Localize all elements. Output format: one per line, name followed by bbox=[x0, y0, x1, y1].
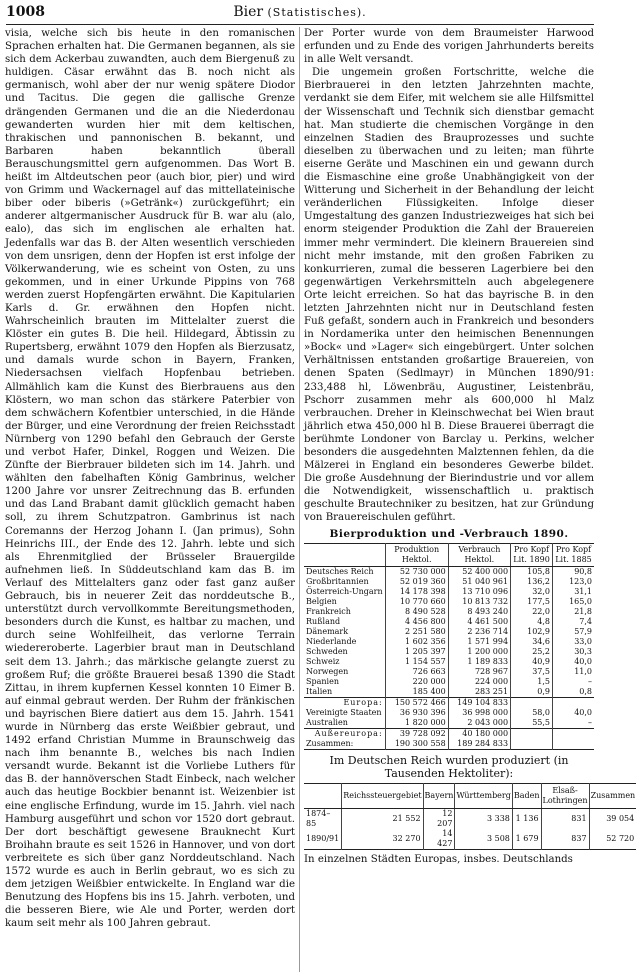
running-head-subtitle: (Statistisches). bbox=[267, 6, 367, 19]
table-cell: 726 663 bbox=[385, 667, 448, 677]
table-cell: 1 602 356 bbox=[385, 637, 448, 647]
table-cell: 14 178 398 bbox=[385, 587, 448, 597]
table-cell: 185 400 bbox=[385, 687, 448, 698]
table-cell: 58,0 bbox=[511, 708, 553, 718]
table-cell: 283 251 bbox=[448, 687, 510, 698]
page-number: 1008 bbox=[6, 4, 45, 20]
table-cell: 12 207 bbox=[423, 808, 455, 829]
table-row bbox=[304, 829, 636, 850]
table-cell: Schweden bbox=[306, 646, 348, 656]
column-divider bbox=[299, 27, 300, 972]
production-table-body bbox=[304, 566, 594, 749]
table-cell: 55,5 bbox=[511, 718, 553, 729]
table-cell: Deutsches Reich bbox=[306, 566, 374, 576]
table-cell: 34,6 bbox=[511, 637, 553, 647]
table-cell: 36 930 396 bbox=[385, 708, 448, 718]
left-paragraph: visia, welche sich bis heute in den romanischen Sprachen erhalten hat. Die Germanen begannen, als sie sich dem Ackerbau zuwandten, auch dem Biergenuß zu huldigen. Cäsar erwähnt das B. noch nicht als germanisch, wohl aber der nur wenig spätere Diodor und Tacitus. Die gegen die gallische Grenze drängenden Germanen und die an die Niederdonau gewanderten wurden hier mit dem keltischen, thrakischen und pannonischen B. bekannt, und Barbaren haben bekanntlich überall Berauschungsmittel gern aufgenommen. Das Wort B. heißt im Altdeutschen peor (auch bior, pier) und wird von Grimm und Wackernagel auf das mittellateinische biber oder biberis (»Getränk«) zurückgeführt; ein anderer altgermanischer Ausdruck für B. war alu (alo, ealo), das sich im englischen ale erhalten hat. Jedenfalls war das B. der Alten wesentlich verschieden von dem unsrigen, denn der Hopfen ist erst infolge der Völkerwanderung, wie es scheint von Osten, zu uns gekommen, und in einer Urkunde Pippins von 768 werden zuerst Hopfengärten erwähnt. Die Kapitularien Karls d. Gr. erwähnen den Hopfen nicht. Wahrscheinlich brauten im Mittelalter zuerst die Klöster ein gutes B. Die heil. Hildegard, Äbtissin zu Rupertsberg, erwähnt 1079 den Hopfen als Bierzusatz, und damals wurde schon in Bayern, Franken, Niedersachsen vielfach Hopfenbau betrieben. Allmählich kam die Kunst des Bierbrauens aus den Klöstern, wo man schon das stärkere Paterbier von dem schwächern Kofentbier unterschied, in die Hände der Bürger, und eine Verordnung der freien Reichsstadt Nürnberg von 1290 befahl den Gebrauch der Gerste und verbot Hafer, Dinkel, Roggen und Weizen. Die Zünfte der Bierbrauer bildeten sich im 14. Jahrh. und wählten den fabelhaften König Gambrinus, welcher 1200 Jahre vor unsrer Zeitrechnung das B. erfunden und das Land Brabant damit glücklich gemacht haben soll, zu ihrem Schutzpatron. Gambrinus ist nach Coremanns der Herzog Johann I. (Jan primus), Sohn Heinrichs III., der Ende des 12. Jahrh. lebte und sich als Ehrenmitglied der Brüsseler Brauergilde aufnehmen ließ. In Süddeutschland kam das B. im Verlauf des Mittelalters ganz oder fast ganz außer Gebrauch, bis in neuerer Zeit das norddeutsche B., unterstützt durch vervollkommte Bereitungsmethoden, besonders durch die Kunst, es haltbar zu machen, und durch seine Wohlfeilheit, das verlorne Terrain wiedereroberte. Lagerbier braut man in Deutschland seit dem 13. Jahrh.; das märkische gelangte zuerst zu großem Ruf; die größte Brauerei besaß 1390 die Stadt Zittau, in ihrem kupfernen Kessel konnten 10 Eimer B. auf einmal gebraut werden. Der Ruhm der fränkischen und bayrischen Biere datiert aus dem 15. Jahrh. 1541 wurde in Nürnberg das erste Weißbier gebraut, und 1492 erfand Christian Mumme in Braunschweig das nach ihm benannte B., welches bis nach Indien versandt wurde. Bekannt ist die Vorliebe Luthers für das B. der hannöverschen Stadt Einbeck, nach welcher auch das heutige Bockbier benannt ist. Weizenbier ist eine englische Erfindung, wurde im 15. Jahrh. viel nach Hamburg ausgeführt und schon vor 1520 dort gebraut. Der dort beschäftigt gewesene Brauknecht Kurt Broihahn braute es seit 1526 in Hannover, und von dort verbreitete es sich über ganz Norddeutschland. Nach 1572 wurde es auch in Berlin gebraut, wo es sich zu dem jetzigen Weißbier entwickelte. In England war die Benutzung des Hopfens bis ins 15. Jahrh. verboten, und die besseren Biere, wie Ale und Porter, werden dort kaum seit mehr als 100 Jahren gebraut. bbox=[5, 28, 295, 930]
header-cell: Verbrauch Hektol. bbox=[448, 543, 510, 566]
table-cell: Norwegen bbox=[306, 666, 349, 676]
germany-table-body bbox=[304, 808, 636, 849]
table-cell: Dänemark bbox=[306, 626, 349, 636]
production-table-header bbox=[304, 543, 594, 566]
table-cell: 39 728 092 bbox=[385, 728, 448, 739]
header-cell: Elsaß-Lothringen bbox=[541, 783, 589, 808]
table-row bbox=[304, 697, 594, 708]
table-cell: 728 967 bbox=[448, 667, 510, 677]
table-cell: 52 019 360 bbox=[385, 577, 448, 587]
header-cell: Pro Kopf Lit. 1890 bbox=[511, 543, 553, 566]
table-cell: 22,0 bbox=[511, 607, 553, 617]
table-cell: 4 461 500 bbox=[448, 617, 510, 627]
running-head bbox=[6, 4, 594, 20]
table-cell: 1 189 833 bbox=[448, 657, 510, 667]
right-column bbox=[304, 27, 636, 972]
table-row bbox=[304, 607, 594, 617]
table-cell: 57,9 bbox=[553, 627, 594, 637]
table-cell: 177,5 bbox=[511, 597, 553, 607]
table-row bbox=[304, 597, 594, 607]
table-row bbox=[304, 637, 594, 647]
table-row bbox=[304, 728, 594, 739]
table-row bbox=[304, 687, 594, 698]
table-cell: 52 400 000 bbox=[448, 566, 510, 577]
table-cell: 190 300 558 bbox=[385, 739, 448, 750]
table-cell: Schweiz bbox=[306, 656, 340, 666]
table-cell: Europa: bbox=[304, 697, 385, 708]
table-cell: – bbox=[553, 677, 594, 687]
header-cell bbox=[304, 543, 385, 566]
table-cell: 40,0 bbox=[553, 657, 594, 667]
table-cell: Vereinigte Staaten bbox=[306, 707, 382, 717]
table-cell: 1 820 000 bbox=[385, 718, 448, 729]
table-cell: 149 104 833 bbox=[448, 697, 510, 708]
germany-table bbox=[304, 783, 636, 850]
table-cell bbox=[553, 739, 594, 750]
table-cell: Spanien bbox=[306, 676, 339, 686]
table-row bbox=[304, 566, 594, 577]
table-cell: Italien bbox=[306, 686, 333, 696]
table-cell: 1 136 bbox=[512, 808, 541, 829]
table-cell: 0,9 bbox=[511, 687, 553, 698]
table-cell: 14 427 bbox=[423, 829, 455, 850]
table-cell: 31,1 bbox=[553, 587, 594, 597]
table-cell: Niederlande bbox=[306, 636, 357, 646]
table-cell: 37,5 bbox=[511, 667, 553, 677]
page-header bbox=[6, 2, 594, 25]
table-cell: Österreich-Ungarn bbox=[306, 586, 383, 596]
table-cell bbox=[553, 697, 594, 708]
table-cell: Belgien bbox=[306, 596, 337, 606]
table-row bbox=[304, 739, 594, 750]
table-row bbox=[304, 677, 594, 687]
table-row bbox=[304, 657, 594, 667]
table-row bbox=[304, 647, 594, 657]
table-cell: 1 154 557 bbox=[385, 657, 448, 667]
table-cell: 1890/91 bbox=[306, 833, 340, 843]
table-cell: 165,0 bbox=[553, 597, 594, 607]
header-cell: Württemberg bbox=[455, 783, 512, 808]
table-cell: 837 bbox=[541, 829, 589, 850]
table-cell: 21,8 bbox=[553, 607, 594, 617]
germany-table-header bbox=[304, 783, 636, 808]
table-row bbox=[304, 617, 594, 627]
table-cell: 136,2 bbox=[511, 577, 553, 587]
table-cell: 21 552 bbox=[342, 808, 423, 829]
table-cell: 3 508 bbox=[455, 829, 512, 850]
running-head-title: Bier bbox=[233, 4, 264, 20]
table-cell: 36 998 000 bbox=[448, 708, 510, 718]
table-cell bbox=[511, 697, 553, 708]
table-cell: 2 043 000 bbox=[448, 718, 510, 729]
table-cell: 4 456 800 bbox=[385, 617, 448, 627]
header-cell: Pro Kopf Lit. 1885 bbox=[553, 543, 594, 566]
table-row bbox=[304, 808, 636, 829]
table-cell: 90,8 bbox=[553, 566, 594, 577]
germany-table-caption: Im Deutschen Reich wurden produziert (in Tausenden Hektoliter): bbox=[329, 753, 569, 780]
table-row bbox=[304, 718, 594, 729]
right-paragraph: Die ungemein großen Fortschritte, welche die Bierbrauerei in den letzten Jahrzehnten machte, verdankt sie dem Eifer, mit welchem sie alle Hilfsmittel der Wissenschaft und Technik sich dienstbar gemacht hat. Man studierte die chemischen Vorgänge in den einzelnen Stadien des Brauprozesses und suchte dieselben zu überwachen und zu leiten; man führte eiserne Geräte und Maschinen ein und gewann durch die Eismaschine eine große Unabhängigkeit von der Witterung und Sicherheit in der Behandlung der leicht veränderlichen Flüssigkeiten. Infolge dieser Umgestaltung des ganzen Industriezweiges hat sich bei enorm steigender Produktion die Zahl der Brauereien immer mehr vermindert. Die kleinern Brauereien sind nicht mehr imstande, mit den großen Fabriken zu konkurrieren, zumal die besseren Lagerbiere bei den gegenwärtigen Verkehrsmitteln auch abgelegenere Orte leicht erreichen. So hat das bayrische B. in den letzten Jahrzehnten nicht nur in Deutschland festen Fuß gefaßt, sondern auch in Frankreich und besonders in Nordamerika unter den heimischen Benennungen »Bock« und »Lager« sich eingebürgert. Unter solchen Verhältnissen entstanden großartige Brauereien, von denen Spaten (Sedlmayr) in München 1890/91: 233,488 hl, Löwenbräu, Augustiner, Leistenbräu, Pschorr zusammen mehr als 600,000 hl Malz verbrauchen. Dreher in Kleinschwechat bei Wien braut jährlich etwa 450,000 hl B. Diese Brauerei überragt die berühmte Londoner von Barclay u. Perkins, welcher besonders die ausgedehnten Malztennen fehlen, da die Mälzerei in England ein besonderes Gewerbe bildet. Die große Ausdehnung der Bierindustrie und vor allem die Notwendigkeit, wissenschaftlich u. praktisch geschulte Brautechniker zu besitzen, hat zur Gründung von Brauereischulen geführt. bbox=[304, 67, 594, 524]
table-cell: Rußland bbox=[306, 616, 341, 626]
table-cell: 51 040 961 bbox=[448, 577, 510, 587]
table-cell: 8 493 240 bbox=[448, 607, 510, 617]
production-table-title: Bierproduktion und -Verbrauch 1890. bbox=[329, 527, 569, 540]
right-paragraph: Der Porter wurde von dem Braumeister Harwood erfunden und zu Ende des vorigen Jahrhunderts bereits in alle Welt versandt. bbox=[304, 28, 594, 66]
table-cell: 3 338 bbox=[455, 808, 512, 829]
table-cell: 11,0 bbox=[553, 667, 594, 677]
continuation-text: In einzelnen Städten Europas, insbes. Deutschlands bbox=[304, 853, 573, 865]
table-cell: Australien bbox=[306, 717, 348, 727]
table-cell: 10 813 732 bbox=[448, 597, 510, 607]
table-cell: 40,0 bbox=[553, 708, 594, 718]
table-cell bbox=[511, 739, 553, 750]
table-cell: 39 054 bbox=[589, 808, 636, 829]
table-cell: 2 251 580 bbox=[385, 627, 448, 637]
table-cell: 40 180 000 bbox=[448, 728, 510, 739]
table-cell bbox=[511, 728, 553, 739]
table-cell: 13 710 096 bbox=[448, 587, 510, 597]
table-cell bbox=[553, 728, 594, 739]
table-cell: 32 270 bbox=[342, 829, 423, 850]
table-cell: 32,0 bbox=[511, 587, 553, 597]
table-cell: Großbritannien bbox=[306, 576, 369, 586]
header-cell: Bayern bbox=[423, 783, 455, 808]
table-cell: 224 000 bbox=[448, 677, 510, 687]
table-cell: 7,4 bbox=[553, 617, 594, 627]
table-cell: 52 720 bbox=[589, 829, 636, 850]
table-cell: 2 236 714 bbox=[448, 627, 510, 637]
header-cell: Zusammen bbox=[589, 783, 636, 808]
table-cell: 25,2 bbox=[511, 647, 553, 657]
table-cell: 0,8 bbox=[553, 687, 594, 698]
header-cell: Baden bbox=[512, 783, 541, 808]
table-cell: 105,8 bbox=[511, 566, 553, 577]
table-cell: 1 205 397 bbox=[385, 647, 448, 657]
table-cell: 33,0 bbox=[553, 637, 594, 647]
header-cell: Reichssteuergebiet bbox=[342, 783, 423, 808]
table-cell: 52 730 000 bbox=[385, 566, 448, 577]
table-cell: 8 490 528 bbox=[385, 607, 448, 617]
table-cell: Zusammen: bbox=[306, 738, 354, 748]
table-cell: 1 571 994 bbox=[448, 637, 510, 647]
header-cell bbox=[304, 783, 342, 808]
table-row bbox=[304, 627, 594, 637]
table-cell: 189 284 833 bbox=[448, 739, 510, 750]
table-cell: 1,5 bbox=[511, 677, 553, 687]
table-cell: 220 000 bbox=[385, 677, 448, 687]
table-cell: 123,0 bbox=[553, 577, 594, 587]
table-cell: 1 200 000 bbox=[448, 647, 510, 657]
table-cell: 4,8 bbox=[511, 617, 553, 627]
table-cell: 150 572 466 bbox=[385, 697, 448, 708]
table-cell: 40,9 bbox=[511, 657, 553, 667]
table-cell: 102,9 bbox=[511, 627, 553, 637]
table-cell: Frankreich bbox=[306, 606, 351, 616]
table-row bbox=[304, 708, 594, 718]
table-cell: 30,3 bbox=[553, 647, 594, 657]
table-cell: Außereuropa: bbox=[304, 728, 385, 739]
left-column bbox=[5, 27, 295, 972]
header-cell: Produktion Hektol. bbox=[385, 543, 448, 566]
production-table bbox=[304, 543, 594, 750]
table-cell: 831 bbox=[541, 808, 589, 829]
table-row bbox=[304, 667, 594, 677]
table-row bbox=[304, 577, 594, 587]
table-cell: 1 679 bbox=[512, 829, 541, 850]
table-cell: 10 770 660 bbox=[385, 597, 448, 607]
table-row bbox=[304, 587, 594, 597]
table-cell: – bbox=[553, 718, 594, 729]
table-cell: 1874–85 bbox=[306, 808, 331, 828]
